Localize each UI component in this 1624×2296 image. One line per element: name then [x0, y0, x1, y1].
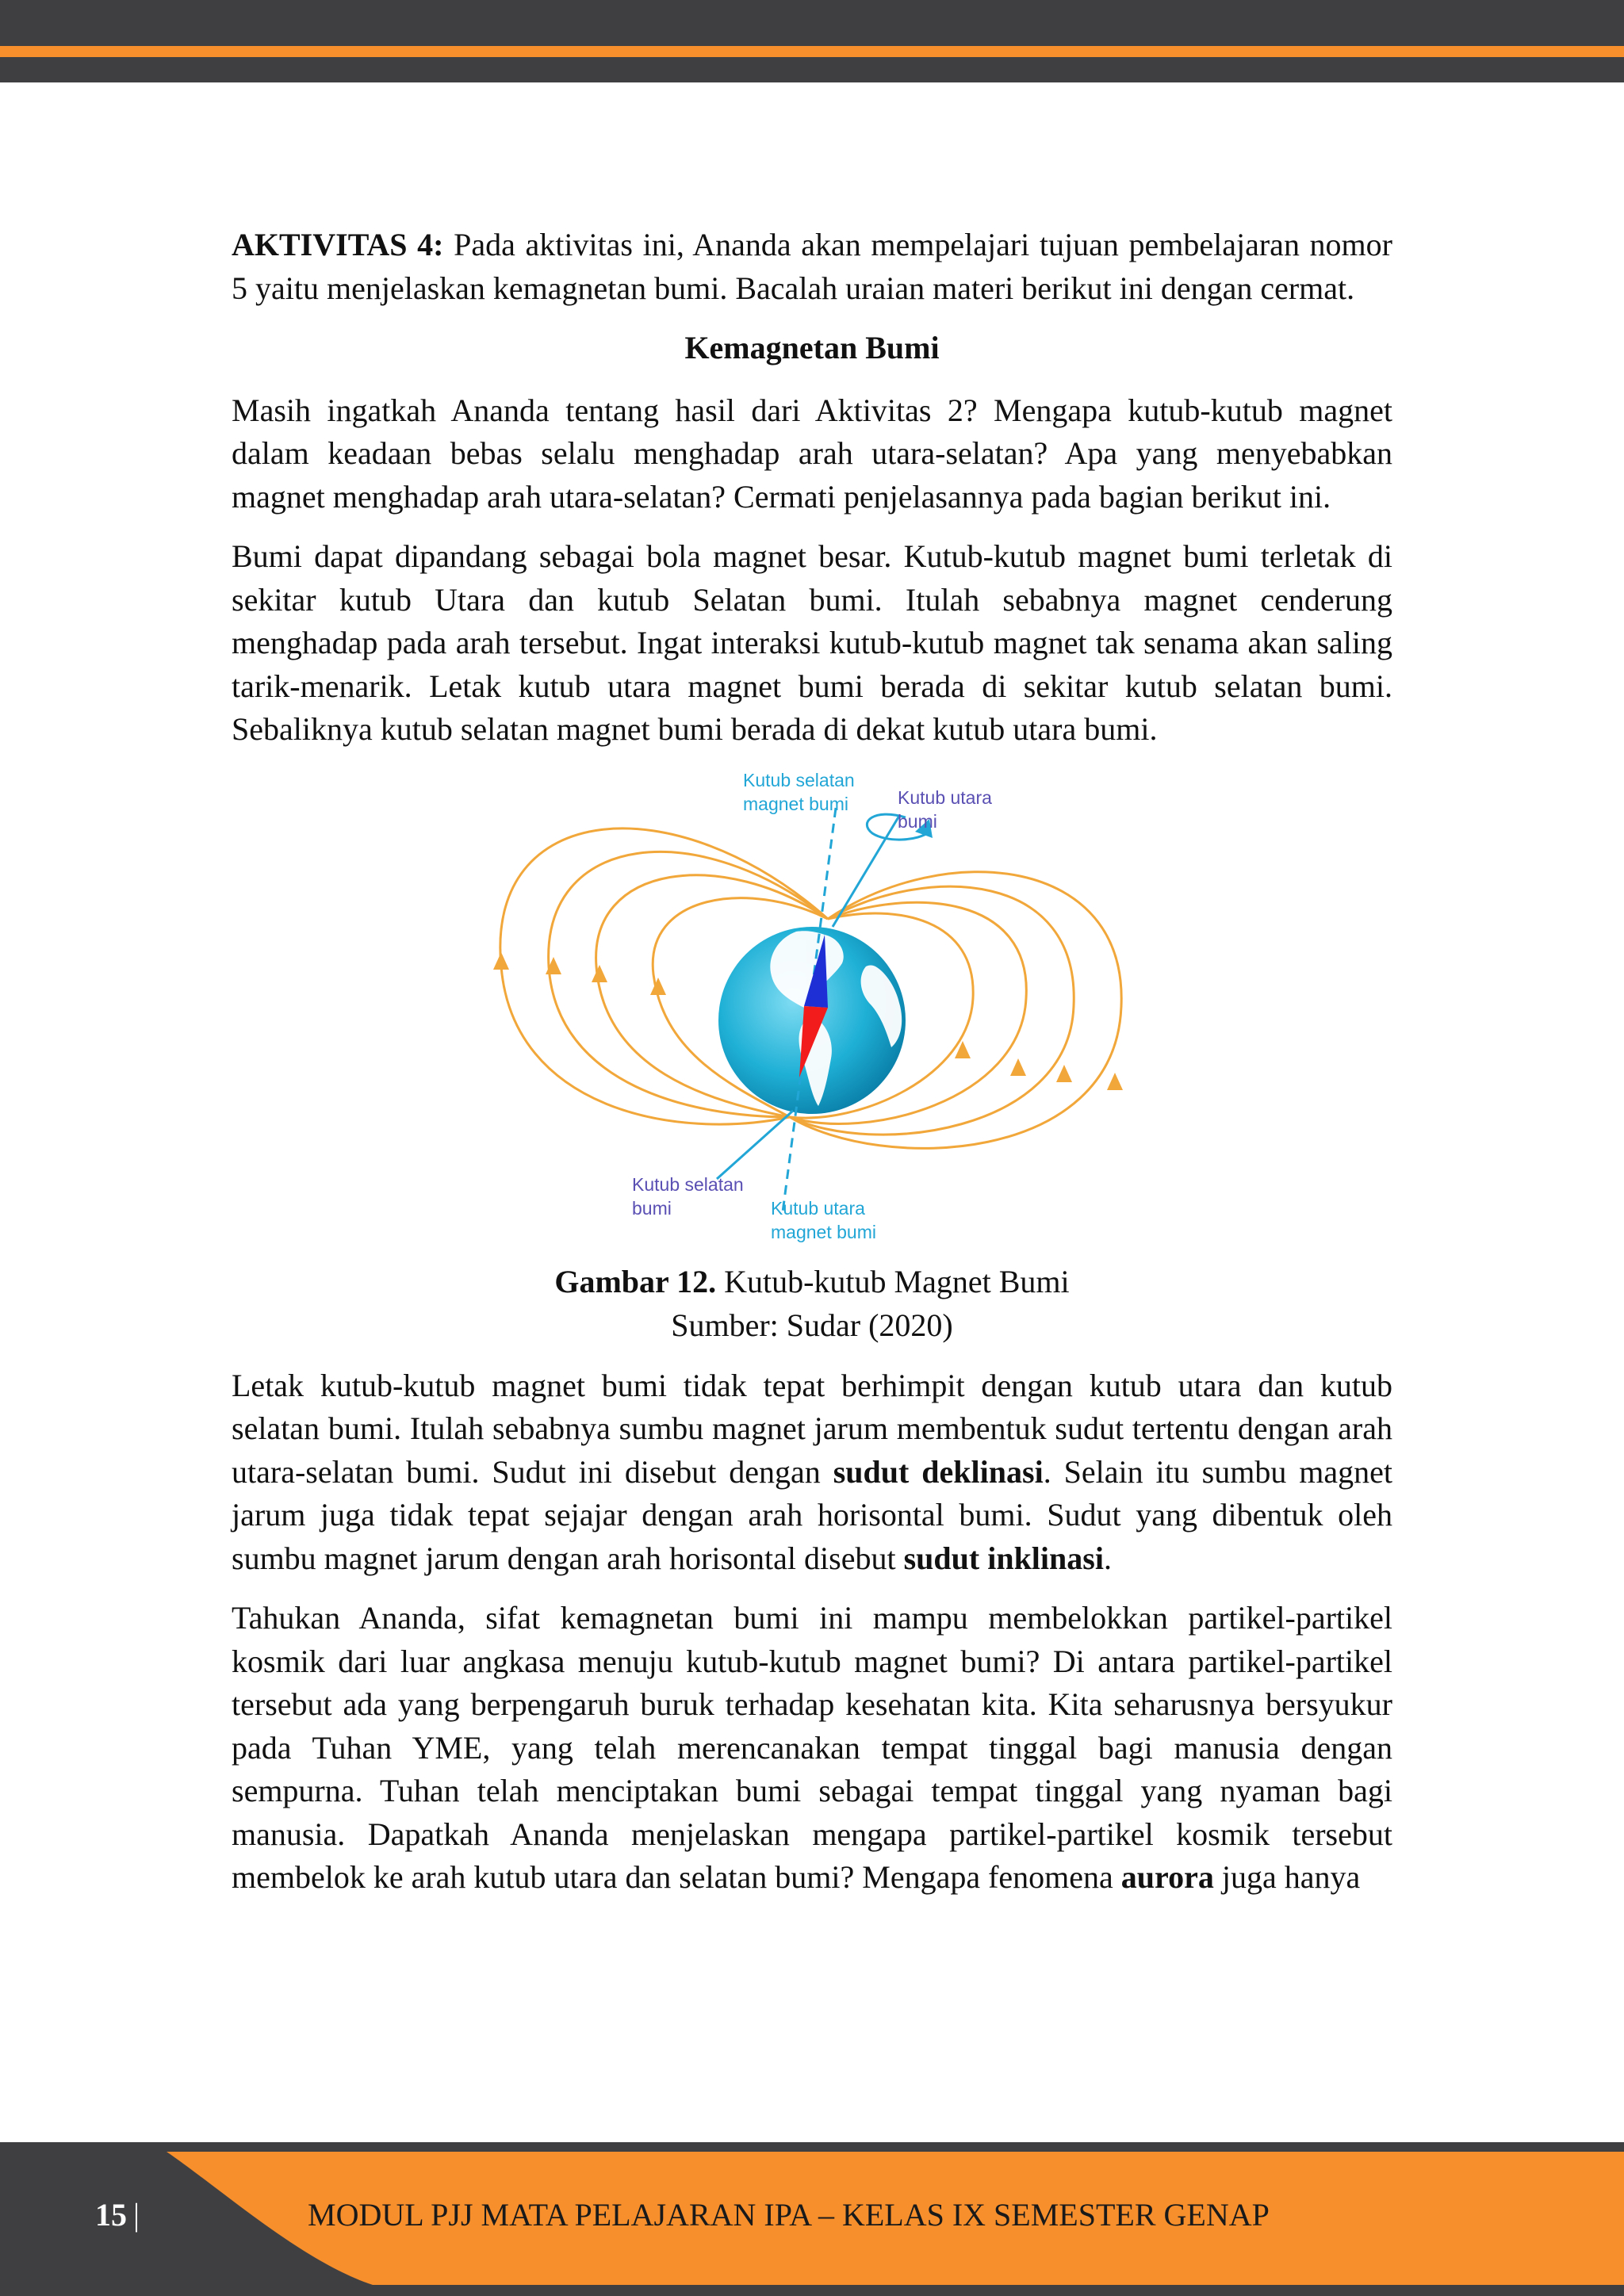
- activity-label: AKTIVITAS 4:: [232, 227, 444, 262]
- earth-magnetic-field-diagram: [232, 768, 1392, 1252]
- term-sudut-inklinasi: sudut inklinasi: [903, 1540, 1104, 1576]
- page-number-value: 15: [95, 2197, 127, 2233]
- label-geographic-south-bottom: Kutub selatan bumi: [632, 1173, 744, 1219]
- paragraph-3-text-c: .: [1103, 1540, 1112, 1576]
- term-sudut-deklinasi: sudut deklinasi: [833, 1453, 1044, 1490]
- caption-title: Kutub-kutub Magnet Bumi: [716, 1263, 1070, 1299]
- label-magnetic-north-bottom: Kutub utara magnet bumi: [771, 1197, 876, 1242]
- caption-source: Sumber: Sudar (2020): [671, 1307, 953, 1343]
- paragraph-3-text-a: Letak kutub-kutub magnet bumi tidak tepat berhimpit dengan kutub utara dan kutub selatan bumi. Itulah sebabnya sumbu magnet jarum membentuk sudut tertentu dengan arah utara-selatan bumi. Sudut ini disebut dengan: [232, 1367, 1392, 1490]
- field-arrow-right-3: [1010, 1058, 1026, 1076]
- term-aurora: aurora: [1120, 1859, 1214, 1895]
- earth-magnetism-figure: [232, 768, 1392, 1252]
- field-arrow-left-1: [493, 952, 509, 970]
- header-band: [0, 0, 1624, 82]
- page-content: [232, 224, 1392, 1916]
- section-heading: Kemagnetan Bumi: [684, 330, 940, 365]
- paragraph-1: Masih ingatkah Ananda tentang hasil dari Aktivitas 2? Mengapa kutub-kutub magnet dalam keadaan bebas selalu menghadap arah utara-selatan? Apa yang menyebabkan magnet menghadap arah utara-selatan? Cermati penjelasannya pada bagian berikut ini.: [232, 392, 1392, 515]
- geographic-axis-top: [833, 816, 899, 927]
- header-stripe: [0, 46, 1624, 57]
- caption-label: Gambar 12.: [554, 1263, 717, 1299]
- geographic-axis-bottom: [717, 1111, 793, 1179]
- paragraph-4: [232, 1597, 1392, 1900]
- page-number-separator: |: [133, 2197, 140, 2233]
- field-arrow-left-4: [650, 978, 666, 995]
- paragraph-3: [232, 1364, 1392, 1581]
- footer-title: MODUL PJJ MATA PELAJARAN IPA – KELAS IX SEMESTER GENAP: [308, 2197, 1270, 2233]
- page-number: [95, 2196, 140, 2233]
- intro-paragraph: [232, 224, 1392, 310]
- paragraph-4-text-a: Tahukan Ananda, sifat kemagnetan bumi ini mampu membelokkan partikel-partikel kosmik dari luar angkasa menuju kutub-kutub magnet bumi? Di antara partikel-partikel tersebut ada yang berpengaruh buruk terhadap kesehatan kita. Kita seharusnya bersyukur pada Tuhan YME, yang telah merencanakan tempat tinggal bagi manusia dengan sempurna. Tuhan telah menciptakan bumi sebagai tempat tinggal yang nyaman bagi manusia. Dapatkah Ananda menjelaskan mengapa partikel-partikel kosmik tersebut membelok ke arah kutub utara dan selatan bumi? Mengapa fenomena: [232, 1600, 1392, 1895]
- figure-caption: [232, 1260, 1392, 1347]
- intro-text: Pada aktivitas ini, Ananda akan mempelajari tujuan pembelajaran nomor 5 yaitu menjelaskan kemagnetan bumi. Bacalah uraian materi berikut ini dengan cermat.: [232, 227, 1392, 306]
- paragraph-4-text-b: juga hanya: [1213, 1859, 1361, 1895]
- field-arrow-right-2: [1056, 1065, 1072, 1082]
- field-arrow-left-3: [592, 965, 607, 982]
- field-arrow-right-1: [1107, 1073, 1123, 1090]
- label-geographic-north-top: Kutub utara bumi: [898, 786, 992, 832]
- caption-title-line: [232, 1260, 1392, 1303]
- paragraph-3-text-b: . Selain itu sumbu magnet jarum juga tidak tepat sejajar dengan arah horisontal bumi. Sudut yang dibentuk oleh sumbu magnet jarum dengan arah horisontal disebut: [232, 1453, 1393, 1576]
- paragraph-2: Bumi dapat dipandang sebagai bola magnet besar. Kutub-kutub magnet bumi terletak di sekitar kutub Utara dan kutub Selatan bumi. Itulah sebabnya magnet cenderung menghadap pada arah tersebut. Ingat interaksi kutub-kutub magnet tak senama akan saling tarik-menarik. Letak kutub utara magnet bumi berada di sekitar kutub selatan bumi. Sebaliknya kutub selatan magnet bumi berada di dekat kutub utara bumi.: [232, 538, 1392, 747]
- label-magnetic-south-top: Kutub selatan magnet bumi: [743, 769, 855, 814]
